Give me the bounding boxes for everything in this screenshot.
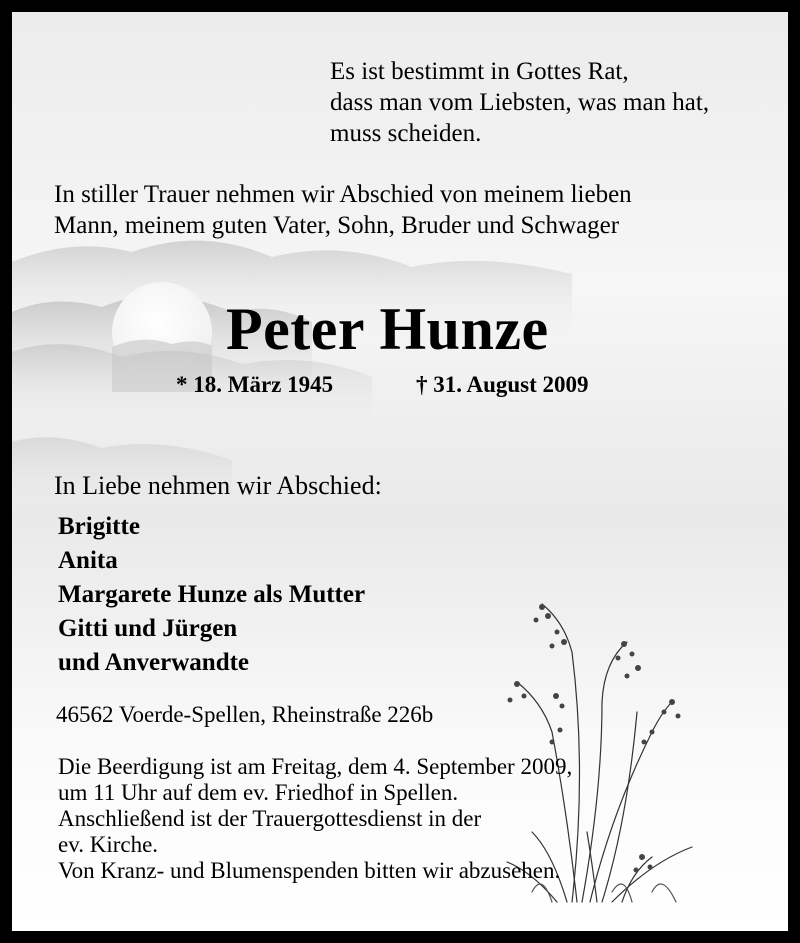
deceased-name: Peter Hunze xyxy=(226,296,549,362)
death-date: † 31. August 2009 xyxy=(416,372,589,397)
funeral-line: ev. Kirche. xyxy=(58,832,159,857)
motto-verse xyxy=(330,56,709,149)
mourner-name: Gitti und Jürgen xyxy=(58,615,238,642)
mourner-name: und Anverwandte xyxy=(58,649,250,676)
family-address: 46562 Voerde-Spellen, Rheinstraße 226b xyxy=(56,702,434,727)
funeral-details xyxy=(58,754,572,884)
funeral-line: um 11 Uhr auf dem ev. Friedhof in Spellen. xyxy=(58,780,459,805)
mourner-name: Brigitte xyxy=(58,513,140,540)
motto-line: Es ist bestimmt in Gottes Rat, xyxy=(330,58,629,85)
mourners-list xyxy=(58,510,365,680)
funeral-line: Die Beerdigung ist am Freitag, dem 4. September 2009, xyxy=(58,754,573,779)
intro-text xyxy=(54,179,632,241)
funeral-line: Von Kranz- und Blumenspenden bitten wir abzusehen. xyxy=(58,858,561,883)
mourner-name: Anita xyxy=(58,547,118,574)
intro-line: Mann, meinem guten Vater, Sohn, Bruder und Schwager xyxy=(54,212,620,239)
mourner-name: Margarete Hunze als Mutter xyxy=(58,581,366,608)
motto-line: muss scheiden. xyxy=(330,120,482,147)
mourners-heading: In Liebe nehmen wir Abschied: xyxy=(54,471,382,500)
intro-line: In stiller Trauer nehmen wir Abschied von meinem lieben xyxy=(54,181,632,208)
birth-date: * 18. März 1945 xyxy=(176,372,334,397)
obituary-card xyxy=(12,12,788,931)
motto-line: dass man vom Liebsten, was man hat, xyxy=(330,89,710,116)
funeral-line: Anschließend ist der Trauergottesdienst in der xyxy=(58,806,482,831)
